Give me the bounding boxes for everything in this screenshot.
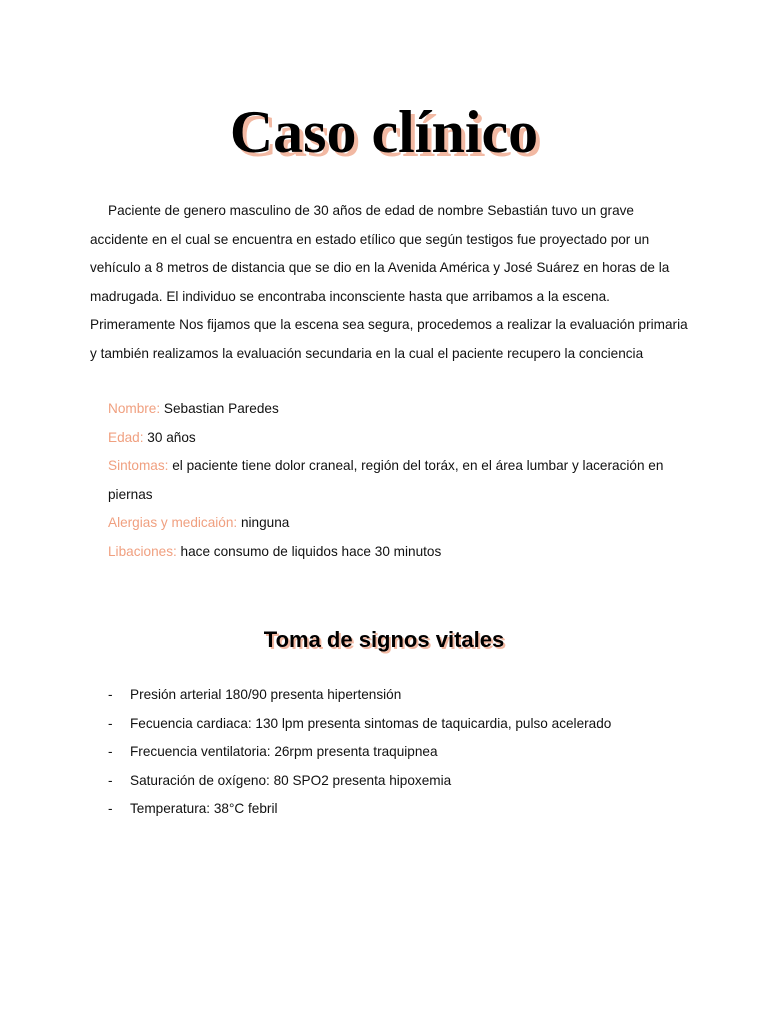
list-item-text: Frecuencia ventilatoria: 26rpm presenta traquipnea xyxy=(130,744,438,759)
field-label: Edad: xyxy=(108,429,144,445)
list-dash: - xyxy=(108,744,113,759)
list-dash: - xyxy=(108,687,113,702)
list-item xyxy=(108,738,708,767)
list-item xyxy=(108,710,708,739)
field-value: 30 años xyxy=(143,429,196,445)
list-item-text: Fecuencia cardiaca: 130 lpm presenta sintomas de taquicardia, pulso acelerado xyxy=(130,715,612,731)
list-item-text: Saturación de oxígeno: 80 SPO2 presenta hipoxemia xyxy=(130,772,452,788)
field-value: Sebastian Paredes xyxy=(160,401,279,416)
page-title: Caso clínico xyxy=(229,99,539,165)
list-item-text: Presión arterial 180/90 presenta hipertensión xyxy=(130,687,402,702)
vitals-list xyxy=(108,681,708,824)
field-label: Nombre: xyxy=(108,401,161,416)
field-label: Sintomas: xyxy=(108,458,169,473)
list-item xyxy=(108,795,708,824)
field-label: Libaciones: xyxy=(108,543,177,559)
field-value: hace consumo de liquidos hace 30 minutos xyxy=(176,543,442,559)
field-label: Alergias y medicaión: xyxy=(108,515,238,530)
field-edad xyxy=(108,424,688,453)
list-item-text: Temperatura: 38°C febril xyxy=(130,801,278,816)
field-sintomas xyxy=(108,452,688,509)
field-alergias xyxy=(108,509,688,538)
field-value: el paciente tiene dolor craneal, región del toráx, en el área lumbar y laceración en piernas xyxy=(108,458,664,502)
list-item xyxy=(108,681,708,710)
case-description: Paciente de genero masculino de 30 años de edad de nombre Sebastián tuvo un grave accidente en el cual se encuentra en estado etílico que según testigos fue proyectado por un vehículo a 8 metros de distancia que se dio en la Avenida América y José Suárez en horas de la madrugada. El individuo se encontraba inconsciente hasta que arribamos a la escena. Primeramente Nos fijamos que la escena sea segura, procedemos a realizar la evaluación primaria y también realizamos la evaluación secundaria en la cual el paciente recupero la conciencia xyxy=(90,203,688,361)
field-libaciones xyxy=(108,538,688,567)
patient-fields xyxy=(108,395,688,566)
list-dash: - xyxy=(108,801,113,816)
list-item xyxy=(108,767,708,796)
list-dash: - xyxy=(108,772,113,788)
section-title-vitals: Toma de signos vitales xyxy=(263,627,505,652)
field-nombre xyxy=(108,395,688,424)
field-value: ninguna xyxy=(237,515,290,530)
list-dash: - xyxy=(108,715,113,731)
